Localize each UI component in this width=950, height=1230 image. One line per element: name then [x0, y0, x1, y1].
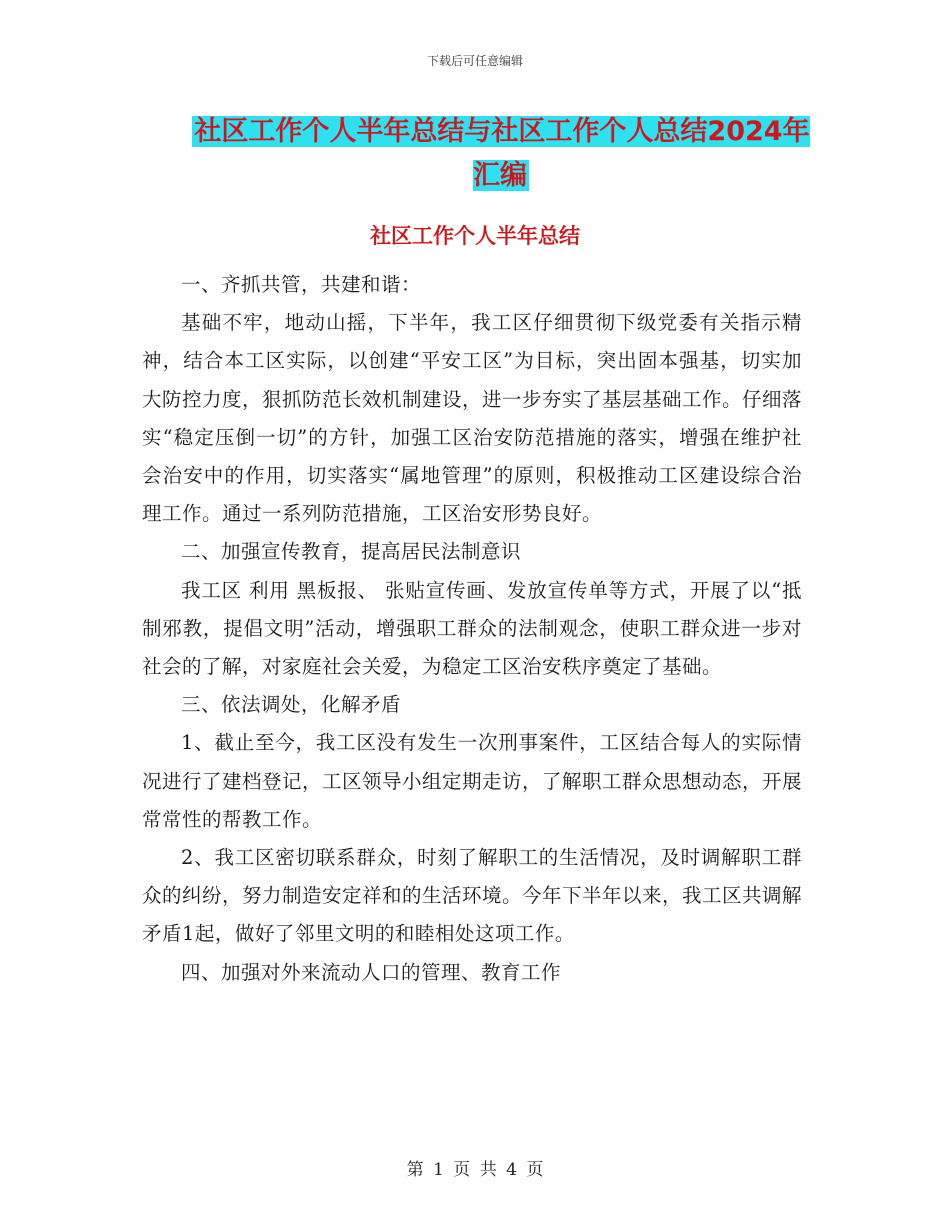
- document-title: [186, 110, 816, 198]
- heading-3: 三、依法调处，化解矛盾: [181, 693, 402, 717]
- page-number: 第 1 页 共 4 页: [406, 1160, 544, 1180]
- document-body: [142, 266, 802, 992]
- section-title: 社区工作个人半年总结: [370, 224, 580, 248]
- document-title-text: 社区工作个人半年总结与社区工作个人总结2024年汇编: [194, 116, 810, 191]
- paragraph: 1、截止至今，我工区没有发生一次刑事案件，工区结合每人的实际情况进行了建档登记，工区领导小组定期走访，了解职工群众思想动态，开展常常性的帮教工作。: [142, 731, 803, 831]
- heading-2: 二、加强宣传教育，提高居民法制意识: [181, 540, 522, 564]
- header-note: 下载后可任意编辑: [426, 54, 523, 68]
- paragraph: 2、我工区密切联系群众，时刻了解职工的生活情况，及时调解职工群众的纠纷，努力制造安定祥和的生活环境。今年下半年以来，我工区共调解矛盾1起，做好了邻里文明的和睦相处这项工作。: [142, 846, 803, 946]
- paragraph: 基础不牢，地动山摇，下半年，我工区仔细贯彻下级党委有关指示精神，结合本工区实际，以创建“平安工区”为目标，突出固本强基，切实加大防控力度，狠抓防范长效机制建设，进一步夯实了基层基础工作。仔细落实“稳定压倒一切”的方针，加强工区治安防范措施的落实，增强在维护社会治安中的作用，切实落实“属地管理”的原则，积极推动工区建设综合治理工作。通过一系列防范措施，工区治安形势良好。: [142, 311, 803, 526]
- heading-4: 四、加强对外来流动人口的管理、教育工作: [181, 960, 562, 984]
- heading-1: 一、齐抓共管，共建和谐：: [181, 273, 422, 296]
- paragraph: 我工区 利用 黑板报、 张贴宣传画、发放宣传单等方式，开展了以“抵制邪教，提倡文明”活动，增强职工群众的法制观念，使职工群众进一步对社会的了解，对家庭社会关爱，为稳定工区治安秩序奠定了基础。: [142, 578, 802, 679]
